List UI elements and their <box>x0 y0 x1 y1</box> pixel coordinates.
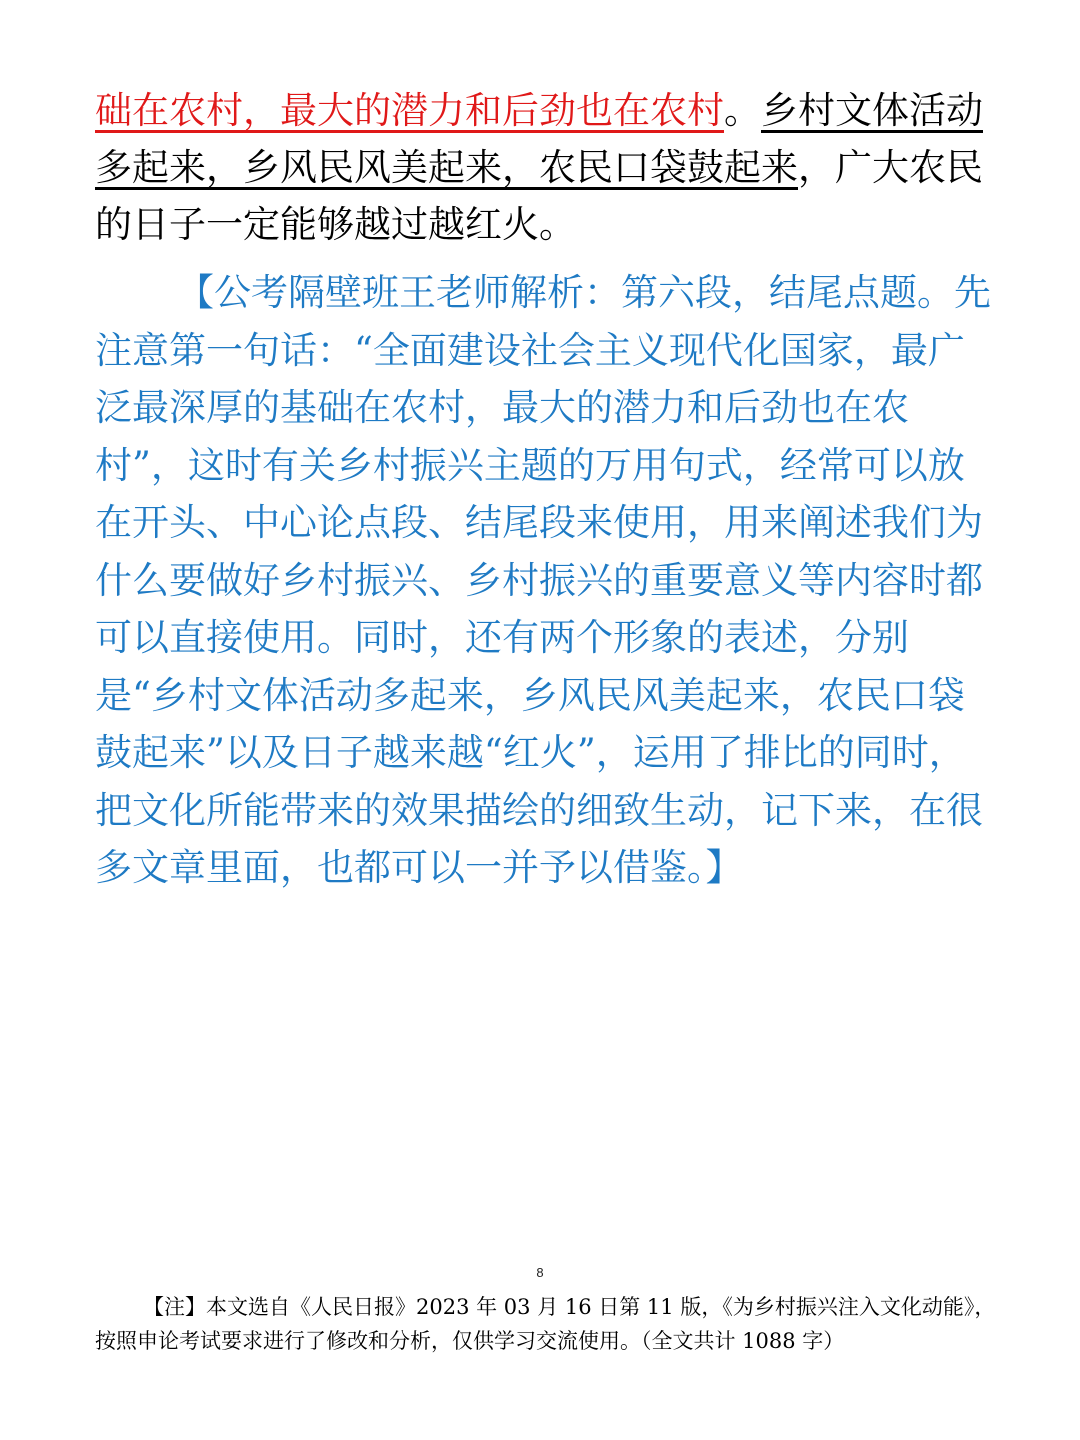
footnote-text: 【注】本文选自《人民日报》2023 年 03 月 16 日第 11 版，《为乡村振兴注入文化动能》，按照申论考试要求进行了修改和分析，仅供学习交流使用。（全文共计 1088 字） <box>95 1295 996 1353</box>
source-footnote <box>95 1290 1000 1358</box>
page-number: 8 <box>536 1265 544 1280</box>
paragraph-ending: ，广大农民的日子一定能够越过越红火。 <box>95 146 983 246</box>
emphasized-sentence: 础在农村，最大的潜力和后劲也在农村 <box>95 89 724 132</box>
sentence-period: 。 <box>724 89 761 132</box>
article-paragraph <box>95 82 1000 253</box>
analysis-text: 【公考隔壁班王老师解析：第六段，结尾点题。先注意第一句话：“全面建设社会主义现代化国家，最广泛最深厚的基础在农村，最大的潜力和后劲也在农村”，这时有关乡村振兴主题的万用句式，经常可以放在开头、中心论点段、结尾段来使用，用来阐述我们为什么要做好乡村振兴、乡村振兴的重要意义等内容时都可以直接使用。同时，还有两个形象的表述，分别是“乡村文体活动多起来，乡风民风美起来，农民口袋鼓起来”以及日子越来越“红火”，运用了排比的同时，把文化所能带来的效果描绘的细致生动，记下来，在很多文章里面，也都可以一并予以借鉴。】 <box>95 271 991 889</box>
teacher-analysis <box>95 264 1000 897</box>
underlined-parallel-phrase: 乡村文体活动多起来，乡风民风美起来，农民口袋鼓起来 <box>95 89 983 189</box>
